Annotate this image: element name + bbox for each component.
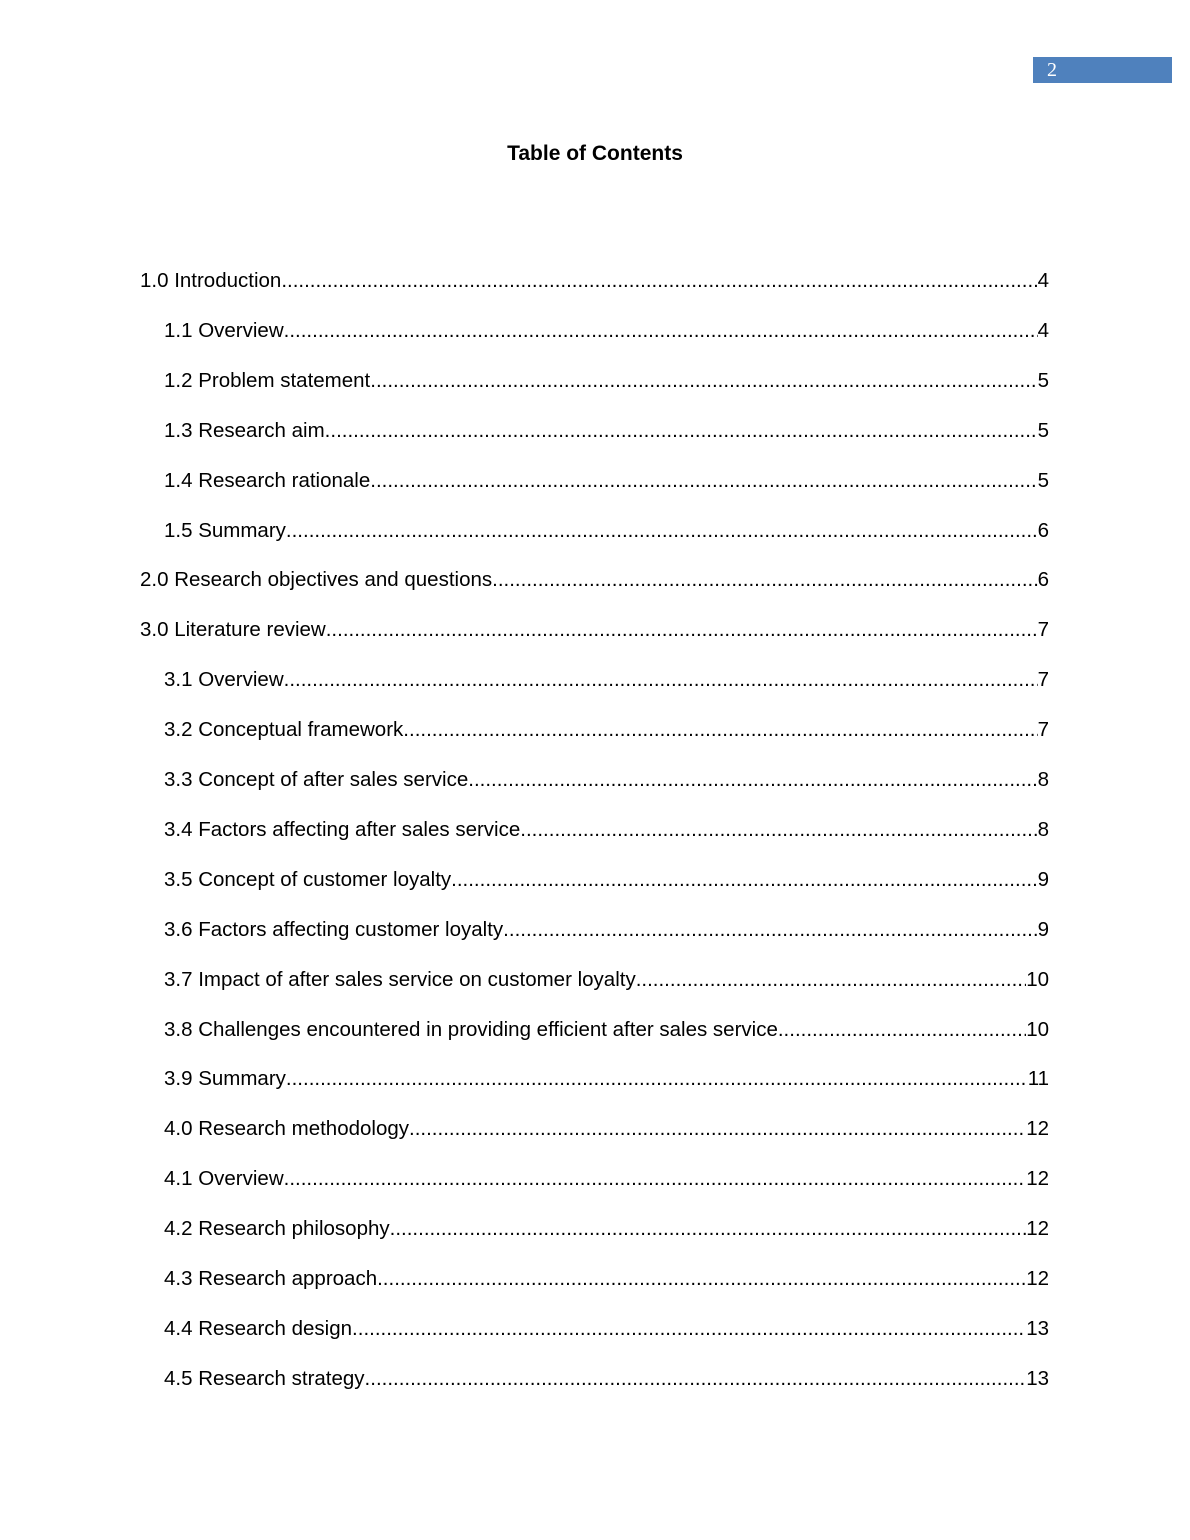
toc-entry-label: 3.6 Factors affecting customer loyalty (164, 918, 504, 941)
toc-entry-page: 11 (1027, 1067, 1049, 1090)
toc-entry[interactable] (164, 367, 1049, 395)
toc-entry-page: 7 (1037, 668, 1049, 691)
toc-entry-label: 3.0 Literature review (140, 618, 326, 641)
toc-entry-label: 4.1 Overview (164, 1167, 284, 1190)
toc-entry-page: 9 (1037, 868, 1049, 891)
toc-entry-label: 1.0 Introduction (140, 269, 282, 292)
toc-dot-leader (451, 866, 1037, 894)
toc-entry-page: 13 (1026, 1317, 1049, 1340)
toc-entry-label: 3.3 Concept of after sales service (164, 768, 469, 791)
toc-entry-label: 3.8 Challenges encountered in providing efficient after sales service (164, 1018, 778, 1041)
toc-entry[interactable] (164, 1315, 1049, 1343)
toc-entry-page: 5 (1037, 369, 1049, 392)
toc-entry-page: 4 (1037, 319, 1049, 342)
toc-entry-page: 8 (1037, 818, 1049, 841)
toc-entry-page: 13 (1026, 1367, 1049, 1390)
toc-entry-page: 12 (1026, 1117, 1049, 1140)
toc-entry[interactable] (164, 1115, 1049, 1143)
toc-entry-label: 1.4 Research rationale (164, 469, 371, 492)
toc-entry[interactable] (164, 1215, 1049, 1243)
toc-entry-label: 1.1 Overview (164, 319, 284, 342)
toc-entry-label: 4.5 Research strategy (164, 1367, 365, 1390)
toc-entry-page: 7 (1037, 618, 1049, 641)
toc-entry[interactable] (164, 1365, 1049, 1393)
toc-dot-leader (409, 1115, 1026, 1143)
toc-entry-page: 5 (1037, 419, 1049, 442)
toc-dot-leader (286, 1065, 1028, 1093)
toc-dot-leader (286, 517, 1038, 545)
page-number-bar (1033, 57, 1172, 83)
toc-entry-label: 3.7 Impact of after sales service on customer loyalty (164, 968, 636, 991)
toc-dot-leader (284, 666, 1038, 694)
toc-entry-label: 1.3 Research aim (164, 419, 325, 442)
toc-entry-label: 3.4 Factors affecting after sales service (164, 818, 521, 841)
toc-entry-label: 3.1 Overview (164, 668, 284, 691)
toc-entry-page: 4 (1037, 269, 1049, 292)
toc-entry-page: 10 (1026, 1018, 1049, 1041)
toc-dot-leader (365, 1365, 1027, 1393)
toc-entry[interactable] (164, 666, 1049, 694)
toc-entry-page: 7 (1037, 718, 1049, 741)
toc-entry[interactable] (164, 1065, 1049, 1093)
toc-entry[interactable] (164, 816, 1049, 844)
toc-entry-page: 12 (1026, 1217, 1049, 1240)
toc-dot-leader (281, 267, 1037, 295)
toc-entry-page: 9 (1037, 918, 1049, 941)
toc-dot-leader (636, 966, 1026, 994)
toc-entry[interactable] (164, 1016, 1049, 1044)
toc-title: Table of Contents (507, 142, 683, 165)
toc-entry-label: 4.4 Research design (164, 1317, 353, 1340)
toc-entry-page: 12 (1026, 1267, 1049, 1290)
toc-entry-label: 4.0 Research methodology (164, 1117, 410, 1140)
toc-entry[interactable] (164, 317, 1049, 345)
toc-entry[interactable] (164, 916, 1049, 944)
toc-entry-page: 12 (1026, 1167, 1049, 1190)
toc-entry-page: 5 (1037, 469, 1049, 492)
toc-dot-leader (325, 417, 1038, 445)
toc-entry-label: 3.5 Concept of customer loyalty (164, 868, 452, 891)
toc-entry[interactable] (164, 517, 1049, 545)
toc-entry-label: 3.9 Summary (164, 1067, 286, 1090)
toc-dot-leader (492, 566, 1037, 594)
toc-entry[interactable] (164, 866, 1049, 894)
toc-entry[interactable] (164, 966, 1049, 994)
toc-dot-leader (284, 317, 1038, 345)
toc-entry[interactable] (164, 1165, 1049, 1193)
toc-dot-leader (503, 916, 1037, 944)
toc-entry[interactable] (164, 467, 1049, 495)
toc-entry[interactable] (140, 267, 1049, 295)
toc-entry-page: 6 (1037, 519, 1049, 542)
toc-entry-page: 10 (1026, 968, 1049, 991)
toc-entry[interactable] (140, 566, 1049, 594)
toc-entry[interactable] (164, 1265, 1049, 1293)
toc-entry[interactable] (164, 716, 1049, 744)
toc-entry-label: 3.2 Conceptual framework (164, 718, 404, 741)
toc-dot-leader (370, 467, 1037, 495)
toc-entry-page: 6 (1037, 568, 1049, 591)
toc-dot-leader (352, 1315, 1026, 1343)
toc-entry-label: 4.3 Research approach (164, 1267, 378, 1290)
toc-dot-leader (403, 716, 1037, 744)
toc-dot-leader (468, 766, 1037, 794)
toc-entry-label: 4.2 Research philosophy (164, 1217, 390, 1240)
page-number: 2 (1047, 59, 1057, 81)
toc-dot-leader (377, 1265, 1026, 1293)
toc-dot-leader (326, 616, 1038, 644)
toc-entry[interactable] (164, 766, 1049, 794)
toc-dot-leader (284, 1165, 1027, 1193)
toc-entry-label: 1.2 Problem statement (164, 369, 371, 392)
toc-dot-leader (778, 1016, 1026, 1044)
toc-entry-label: 1.5 Summary (164, 519, 286, 542)
toc-dot-leader (390, 1215, 1027, 1243)
toc-entry[interactable] (140, 616, 1049, 644)
toc-dot-leader (520, 816, 1037, 844)
toc-dot-leader (370, 367, 1037, 395)
toc-entry[interactable] (164, 417, 1049, 445)
toc-entry-label: 2.0 Research objectives and questions (140, 568, 493, 591)
toc-entry-page: 8 (1037, 768, 1049, 791)
